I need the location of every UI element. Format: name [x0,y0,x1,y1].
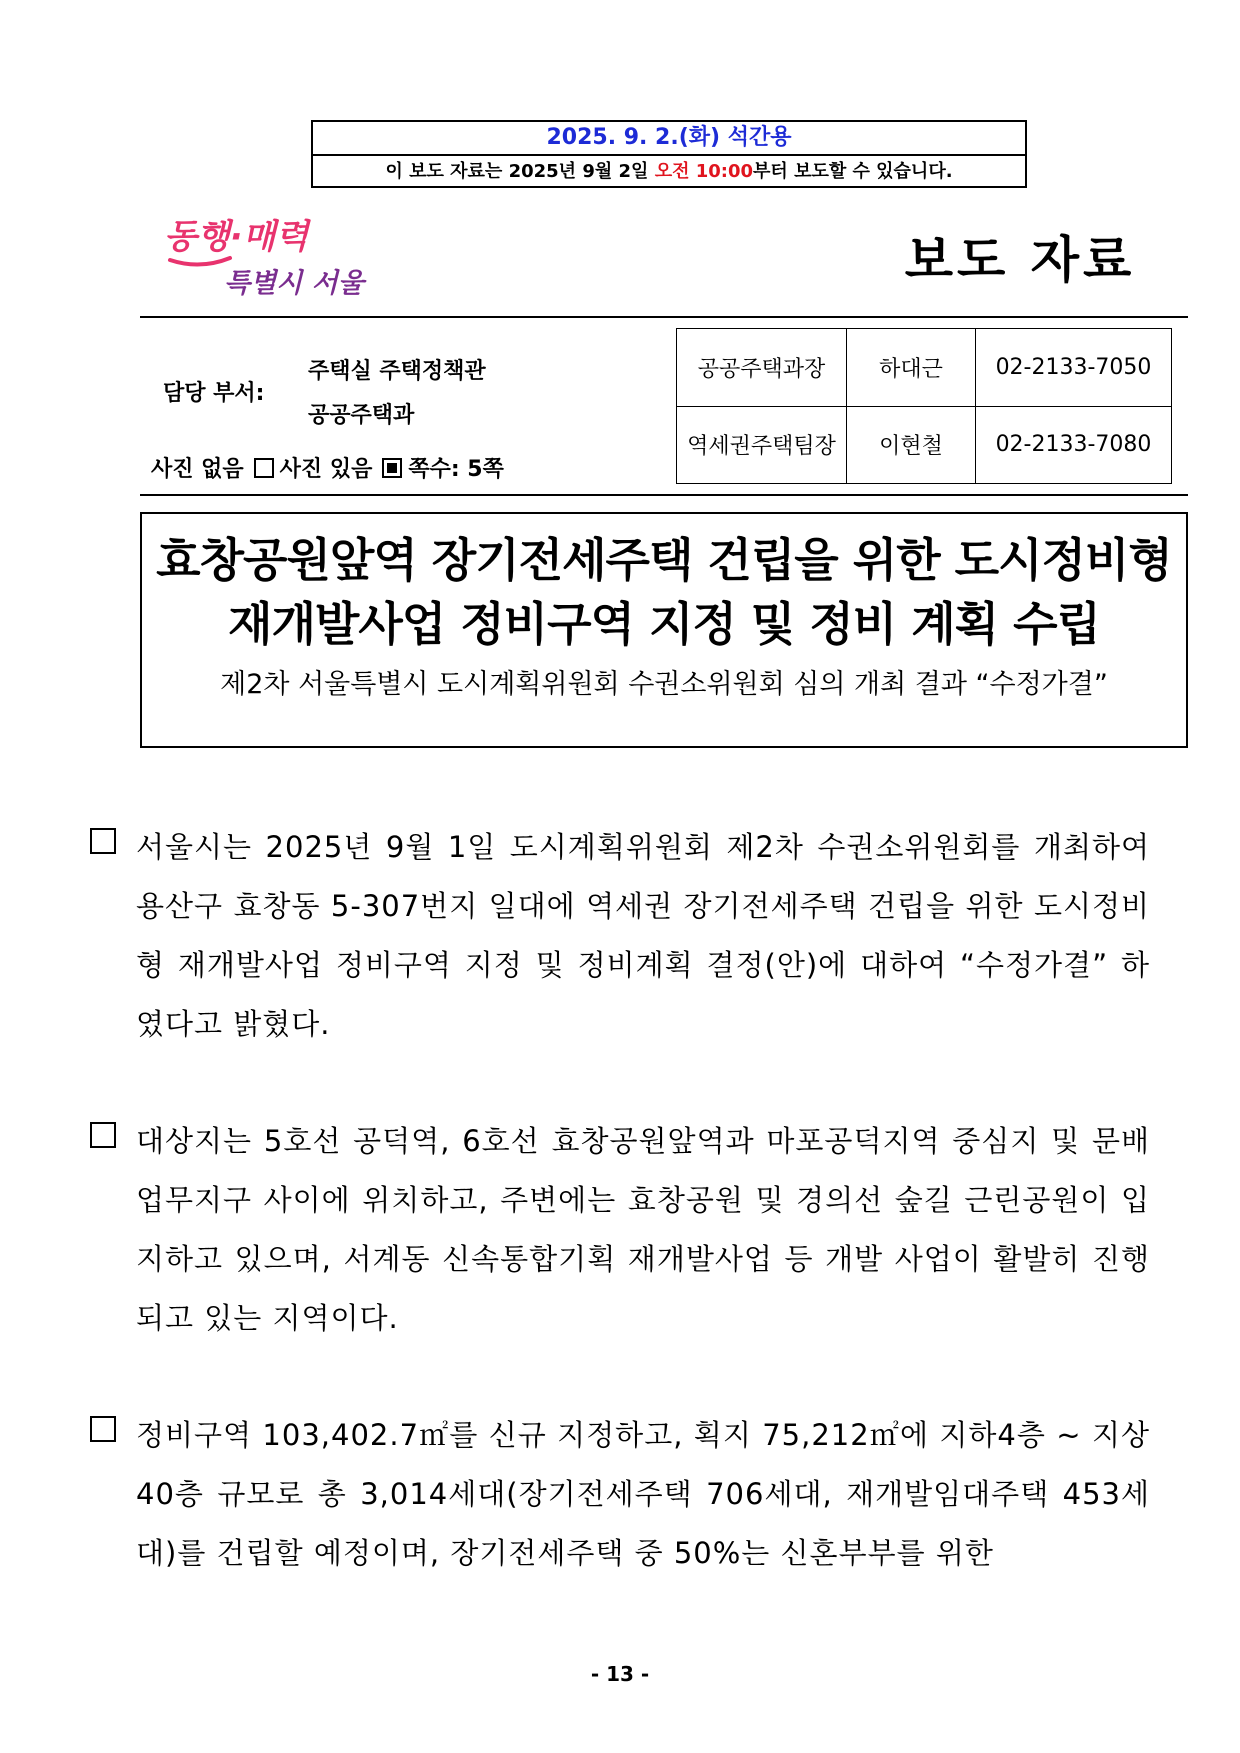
logo-line2: 특별시 서울 [224,268,364,299]
embargo-notice-time: 오전 10:00 [654,161,754,182]
contact-row [677,329,1172,407]
department-line1: 주택실 주택정책관 [308,359,486,384]
area-unit: ㎡ [869,1418,901,1452]
paragraph-text [136,1406,1150,1583]
bullet-box [90,1122,116,1148]
headline-line2: 재개발사업 정비구역 지정 및 정비 계획 수립 [228,597,1100,651]
photo-none-label: 사진 없음 [151,457,244,482]
header-divider-bottom [140,494,1188,496]
contacts-table [676,328,1172,484]
headline-subtitle: 제2차 서울특별시 도시계획위원회 수권소위원회 심의 개최 결과 “수정가결” [220,669,1108,700]
embargo-box [311,120,1027,188]
paragraph-text-part: 정비구역 103,402.7 [136,1418,420,1452]
page-count: 쪽수: 5쪽 [408,457,504,482]
contact-role: 역세권주택팀장 [677,406,847,484]
paragraph-text-part: 에 지하4층 ~ 지상40층 규모로 총 3,014세대(장기전세주택 706세대, 재개발임대주택 453세대)를 건립할 예정이며, 장기전세주택 중 50%는 신혼부부를 위한 [136,1418,1150,1570]
paragraph-3 [90,1406,1150,1583]
paragraph-1 [90,818,1150,1054]
contact-phone: 02-2133-7080 [976,406,1172,484]
contact-role: 공공주택과장 [677,329,847,407]
bullet-box [90,828,116,854]
paragraph-text-part: 를 신규 지정하고, 획지 75,212 [449,1418,870,1452]
embargo-notice [313,156,1025,188]
embargo-notice-prefix: 이 보도 자료는 2025년 9월 2일 [385,161,655,182]
seoul-logo [160,208,370,300]
embargo-notice-suffix: 부터 보도할 수 있습니다. [753,161,953,182]
paragraph-2 [90,1112,1150,1348]
headline-line1: 효창공원앞역 장기전세주택 건립을 위한 도시정비형 [156,533,1172,587]
photo-has-checkbox [382,458,402,478]
contact-name: 하대근 [847,329,976,407]
photo-has-label: 사진 있음 [279,457,373,482]
logo-line1: 동행·매력 [164,217,309,257]
contact-phone: 02-2133-7050 [976,329,1172,407]
contact-name: 이현철 [847,406,976,484]
department-line2: 공공주택과 [308,403,415,428]
paragraph-text: 서울시는 2025년 9월 1일 도시계획위원회 제2차 수권소위원회를 개최하여 용산구 효창동 5-307번지 일대에 역세권 장기전세주택 건립을 위한 도시정비형 재개발사업 정비구역 지정 및 정비계획 결정(안)에 대하여 “수정가결” 하였다고 밝혔다. [136,830,1150,1041]
header-divider-top [140,316,1188,318]
paragraph-text: 대상지는 5호선 공덕역, 6호선 효창공원앞역과 마포공덕지역 중심지 및 문배업무지구 사이에 위치하고, 주변에는 효창공원 및 경의선 숲길 근린공원이 입지하고 있으며, 서계동 신속통합기획 재개발사업 등 개발 사업이 활발히 진행되고 있는 지역이다. [136,1124,1150,1335]
embargo-date: 2025. 9. 2.(화) 석간용 [313,122,1025,156]
headline-box [140,512,1188,748]
photo-info [151,452,510,483]
department-label: 담당 부서: [163,381,265,406]
document-type: 보도 자료 [904,231,1136,289]
bullet-box [90,1416,116,1442]
photo-none-checkbox [254,458,274,478]
contact-row [677,406,1172,484]
page-number: - 13 - [590,1662,650,1686]
area-unit: ㎡ [419,1418,450,1452]
